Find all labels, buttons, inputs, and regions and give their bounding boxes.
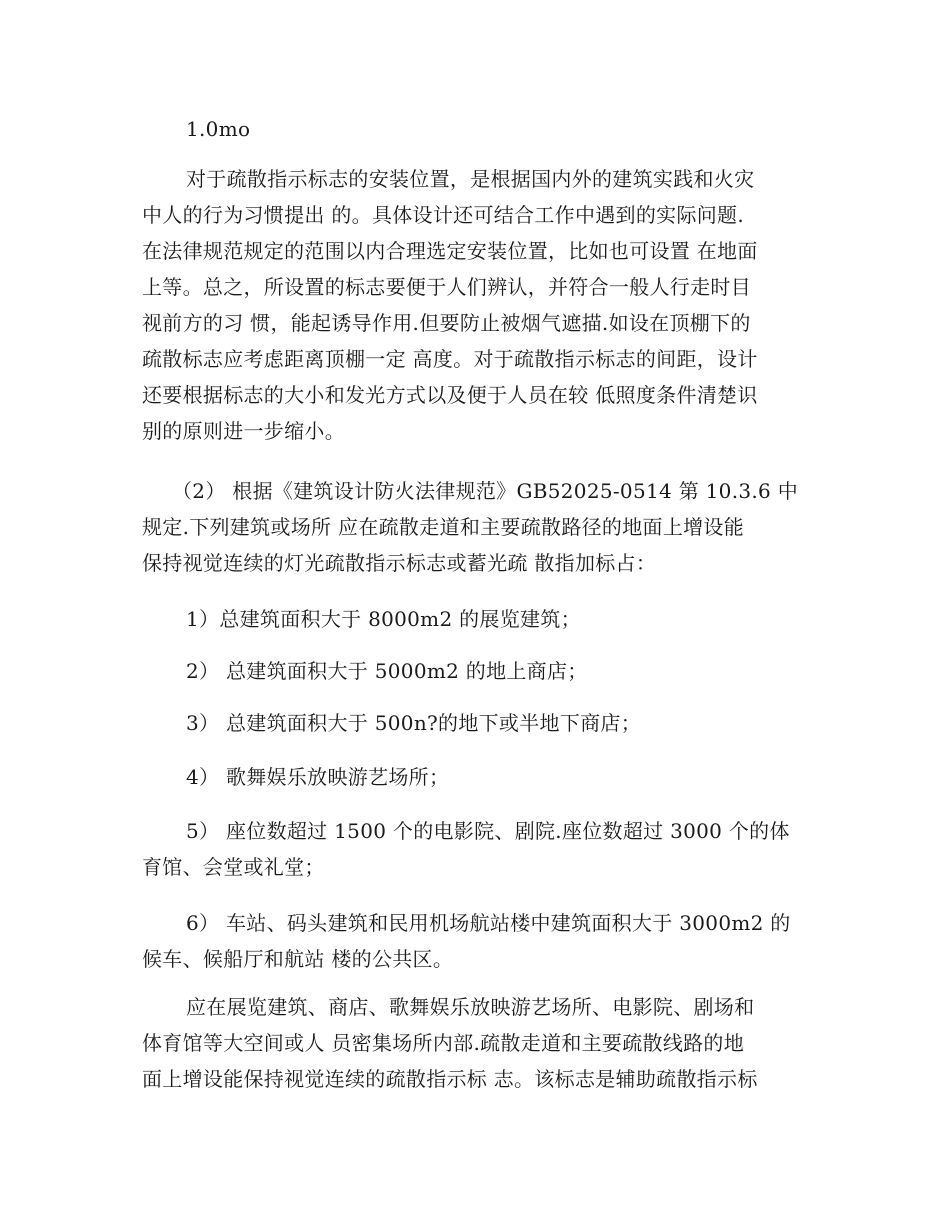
paragraph-1-line-6: 疏散标志应考虑距离顶棚一定 高度。对于疏散指示标志的间距，设计: [142, 347, 758, 371]
paragraph-1-line-3: 在法律规范规定的范围以内合理选定安装位置，比如也可设置 在地面: [142, 239, 758, 263]
paragraph-3-line-2: 体育馆等大空间或人 员密集场所内部.疏散走道和主要疏散线路的地: [142, 1031, 745, 1055]
list-item-1: 1）总建筑面积大于 8000m2 的展览建筑；: [186, 607, 581, 631]
list-item-6-line-2: 候车、候船厅和航站 楼的公共区。: [142, 947, 454, 971]
paragraph-2-line-3: 保持视觉连续的灯光疏散指示标志或蓄光疏 散指加标占：: [142, 551, 657, 575]
paragraph-3-line-1: 应在展览建筑、商店、歌舞娱乐放映游艺场所、电影院、剧场和: [186, 995, 755, 1019]
paragraph-2-line-1: （2） 根据《建筑设计防火法律规范》GB52025-0514 第 10.3.6 中: [172, 479, 799, 503]
list-item-5-line-2: 育馆、会堂或礼堂；: [142, 855, 325, 879]
paragraph-1-line-8: 别的原则进一步缩小。: [142, 419, 345, 443]
paragraph-1-line-4: 上等。总之，所设置的标志要便于人们辨认，并符合一般人行走时目: [142, 275, 751, 299]
paragraph-1-line-7: 还要根据标志的大小和发光方式以及便于人员在较 低照度条件清楚识: [142, 383, 758, 407]
paragraph-2-line-2: 规定.下列建筑或场所 应在疏散走道和主要疏散路径的地面上增设能: [142, 515, 745, 539]
heading-fragment: 1.0mo: [186, 117, 251, 141]
list-item-3: 3） 总建筑面积大于 500n?的地下或半地下商店；: [186, 711, 642, 735]
paragraph-1-line-5: 视前方的习 惯，能起诱导作用.但要防止被烟气遮描.如设在顶棚下的: [142, 311, 751, 335]
list-item-5-line-1: 5） 座位数超过 1500 个的电影院、剧院.座位数超过 3000 个的体: [186, 819, 790, 843]
list-item-6-line-1: 6） 车站、码头建筑和民用机场航站楼中建筑面积大于 3000m2 的: [186, 911, 791, 935]
paragraph-1-line-1: 对于疏散指示标志的安装位置，是根据国内外的建筑实践和火灾: [186, 167, 755, 191]
paragraph-3-line-3: 面上增设能保持视觉连续的疏散指示标 志。该标志是辅助疏散指示标: [142, 1067, 758, 1091]
paragraph-1-line-2: 中人的行为习惯提出 的。具体设计还可结合工作中遇到的实际问题.: [142, 203, 745, 227]
list-item-2: 2） 总建筑面积大于 5000m2 的地上商店；: [186, 659, 588, 683]
list-item-4: 4） 歌舞娱乐放映游艺场所；: [186, 765, 450, 789]
